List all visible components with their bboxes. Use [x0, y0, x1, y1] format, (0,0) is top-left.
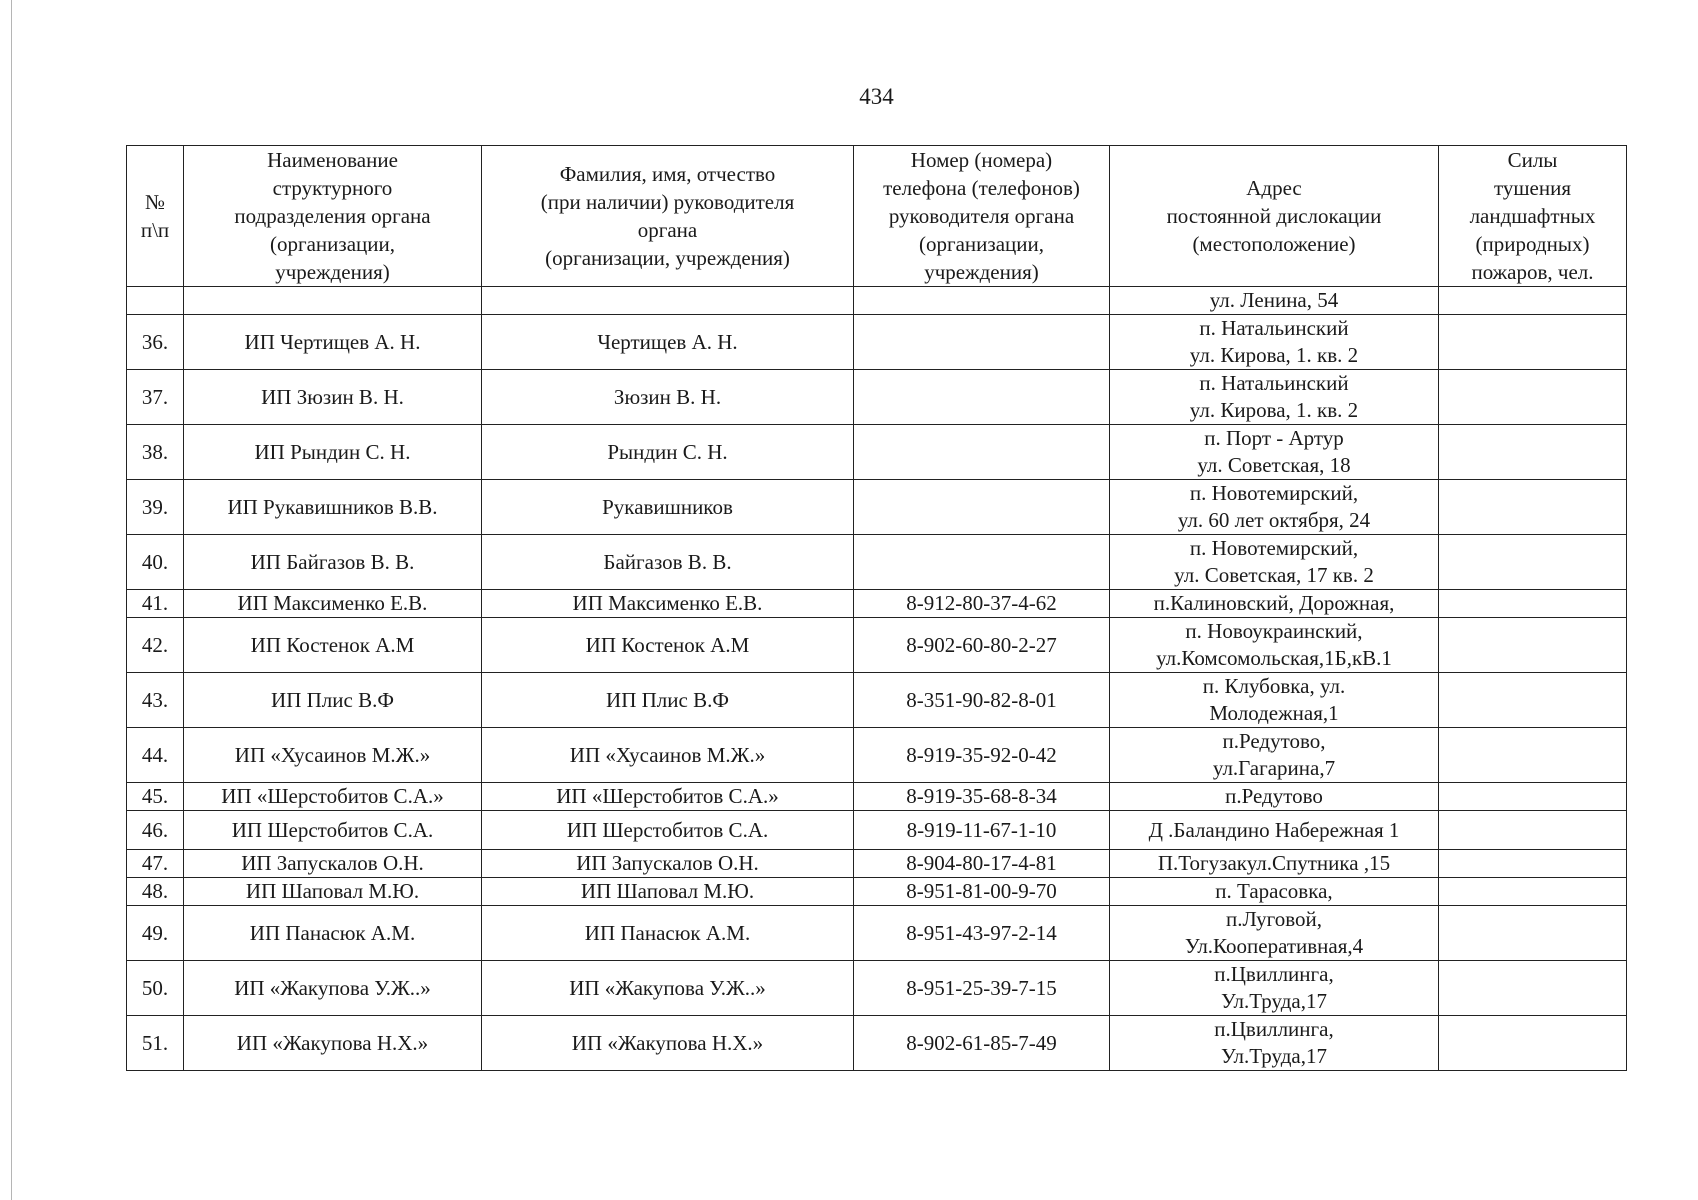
table-row — [127, 315, 1627, 370]
header-row — [127, 146, 1627, 287]
organizations-table — [126, 145, 1627, 1071]
cell-head-name: Байгазов В. В. — [482, 535, 854, 590]
cell-org-name: ИП Шаповал М.Ю. — [184, 878, 482, 906]
cell-forces — [1439, 850, 1627, 878]
cell-phone: 8-951-81-00-9-70 — [854, 878, 1110, 906]
cell-num: 41. — [127, 590, 184, 618]
cell-head-name: ИП Плис В.Ф — [482, 673, 854, 728]
cell-address: п.Цвиллинга, Ул.Труда,17 — [1110, 1016, 1439, 1071]
cell-head-name: ИП «Жакупова У.Ж..» — [482, 961, 854, 1016]
header-org-name: Наименование структурного подразделения органа (организации, учреждения) — [184, 146, 482, 287]
table-row — [127, 673, 1627, 728]
cell-phone: 8-951-25-39-7-15 — [854, 961, 1110, 1016]
cell-forces — [1439, 673, 1627, 728]
cell-head-name: ИП «Хусаинов М.Ж.» — [482, 728, 854, 783]
cell-forces — [1439, 287, 1627, 315]
cell-address: п.Редутово — [1110, 783, 1439, 811]
table-row — [127, 425, 1627, 480]
cell-num: 44. — [127, 728, 184, 783]
cell-phone — [854, 480, 1110, 535]
cell-phone: 8-902-61-85-7-49 — [854, 1016, 1110, 1071]
cell-address: п.Цвиллинга, Ул.Труда,17 — [1110, 961, 1439, 1016]
table-row — [127, 878, 1627, 906]
cell-forces — [1439, 590, 1627, 618]
cell-phone: 8-919-11-67-1-10 — [854, 811, 1110, 850]
cell-phone: 8-902-60-80-2-27 — [854, 618, 1110, 673]
table-row — [127, 811, 1627, 850]
cell-phone: 8-919-35-92-0-42 — [854, 728, 1110, 783]
cell-head-name: Рукавишников — [482, 480, 854, 535]
cell-org-name: ИП «Жакупова У.Ж..» — [184, 961, 482, 1016]
cell-num: 42. — [127, 618, 184, 673]
cell-head-name: ИП Панасюк А.М. — [482, 906, 854, 961]
cell-address: п. Новоукраинский, ул.Комсомольская,1Б,кВ.1 — [1110, 618, 1439, 673]
cell-org-name: ИП Панасюк А.М. — [184, 906, 482, 961]
header-forces: Силы тушения ландшафтных (природных) пожаров, чел. — [1439, 146, 1627, 287]
cell-num: 47. — [127, 850, 184, 878]
cell-num — [127, 287, 184, 315]
cell-address: п. Тарасовка, — [1110, 878, 1439, 906]
cell-head-name: ИП Шерстобитов С.А. — [482, 811, 854, 850]
cell-head-name: ИП Запускалов О.Н. — [482, 850, 854, 878]
table-row — [127, 783, 1627, 811]
cell-num: 39. — [127, 480, 184, 535]
cell-head-name: ИП Костенок А.М — [482, 618, 854, 673]
cell-phone: 8-919-35-68-8-34 — [854, 783, 1110, 811]
cell-head-name: Рындин С. Н. — [482, 425, 854, 480]
cell-num: 36. — [127, 315, 184, 370]
header-address: Адрес постоянной дислокации (местоположение) — [1110, 146, 1439, 287]
cell-phone — [854, 287, 1110, 315]
cell-phone: 8-904-80-17-4-81 — [854, 850, 1110, 878]
cell-forces — [1439, 961, 1627, 1016]
cell-org-name: ИП Запускалов О.Н. — [184, 850, 482, 878]
cell-address: п. Новотемирский, ул. Советская, 17 кв. 2 — [1110, 535, 1439, 590]
cell-org-name: ИП Байгазов В. В. — [184, 535, 482, 590]
cell-head-name: ИП «Шерстобитов С.А.» — [482, 783, 854, 811]
cell-forces — [1439, 425, 1627, 480]
table-row — [127, 1016, 1627, 1071]
cell-address: п.Калиновский, Дорожная, — [1110, 590, 1439, 618]
cell-head-name: Зюзин В. Н. — [482, 370, 854, 425]
cell-phone: 8-351-90-82-8-01 — [854, 673, 1110, 728]
table-body — [127, 287, 1627, 1071]
cell-forces — [1439, 618, 1627, 673]
cell-org-name — [184, 287, 482, 315]
cell-num: 46. — [127, 811, 184, 850]
table-row — [127, 618, 1627, 673]
cell-head-name — [482, 287, 854, 315]
cell-phone — [854, 315, 1110, 370]
table-row — [127, 906, 1627, 961]
cell-head-name: ИП Максименко Е.В. — [482, 590, 854, 618]
cell-org-name: ИП Чертищев А. Н. — [184, 315, 482, 370]
cell-forces — [1439, 728, 1627, 783]
cell-forces — [1439, 906, 1627, 961]
cell-forces — [1439, 1016, 1627, 1071]
page-number: 434 — [859, 84, 894, 109]
cell-forces — [1439, 480, 1627, 535]
cell-num: 49. — [127, 906, 184, 961]
cell-address: п. Новотемирский, ул. 60 лет октября, 24 — [1110, 480, 1439, 535]
cell-forces — [1439, 370, 1627, 425]
cell-num: 43. — [127, 673, 184, 728]
cell-phone — [854, 425, 1110, 480]
cell-address: п.Редутово, ул.Гагарина,7 — [1110, 728, 1439, 783]
cell-address: п.Луговой, Ул.Кооперативная,4 — [1110, 906, 1439, 961]
header-phone: Номер (номера) телефона (телефонов) руководителя органа (организации, учреждения) — [854, 146, 1110, 287]
cell-org-name: ИП «Шерстобитов С.А.» — [184, 783, 482, 811]
cell-num: 51. — [127, 1016, 184, 1071]
cell-address: Д .Баландино Набережная 1 — [1110, 811, 1439, 850]
header-head-name: Фамилия, имя, отчество (при наличии) руководителя органа (организации, учреждения) — [482, 146, 854, 287]
cell-org-name: ИП Зюзин В. Н. — [184, 370, 482, 425]
cell-address: ул. Ленина, 54 — [1110, 287, 1439, 315]
cell-org-name: ИП Костенок А.М — [184, 618, 482, 673]
cell-num: 45. — [127, 783, 184, 811]
scan-margin-line — [11, 0, 12, 1200]
cell-num: 40. — [127, 535, 184, 590]
cell-forces — [1439, 811, 1627, 850]
table-row — [127, 480, 1627, 535]
table-row — [127, 961, 1627, 1016]
cell-org-name: ИП Рукавишников В.В. — [184, 480, 482, 535]
table-row — [127, 590, 1627, 618]
cell-address: п. Натальинский ул. Кирова, 1. кв. 2 — [1110, 370, 1439, 425]
table-row — [127, 287, 1627, 315]
cell-org-name: ИП Рындин С. Н. — [184, 425, 482, 480]
table-row — [127, 370, 1627, 425]
cell-num: 38. — [127, 425, 184, 480]
cell-org-name: ИП «Хусаинов М.Ж.» — [184, 728, 482, 783]
header-num: № п\п — [127, 146, 184, 287]
cell-phone — [854, 535, 1110, 590]
cell-forces — [1439, 315, 1627, 370]
cell-phone: 8-912-80-37-4-62 — [854, 590, 1110, 618]
cell-head-name: Чертищев А. Н. — [482, 315, 854, 370]
cell-num: 37. — [127, 370, 184, 425]
table-row — [127, 850, 1627, 878]
cell-address: п. Порт - Артур ул. Советская, 18 — [1110, 425, 1439, 480]
cell-forces — [1439, 535, 1627, 590]
cell-org-name: ИП «Жакупова Н.Х.» — [184, 1016, 482, 1071]
cell-address: П.Тогузакул.Спутника ,15 — [1110, 850, 1439, 878]
cell-org-name: ИП Плис В.Ф — [184, 673, 482, 728]
table-row — [127, 728, 1627, 783]
cell-head-name: ИП «Жакупова Н.Х.» — [482, 1016, 854, 1071]
cell-num: 48. — [127, 878, 184, 906]
cell-address: п. Натальинский ул. Кирова, 1. кв. 2 — [1110, 315, 1439, 370]
cell-org-name: ИП Максименко Е.В. — [184, 590, 482, 618]
cell-address: п. Клубовка, ул. Молодежная,1 — [1110, 673, 1439, 728]
cell-forces — [1439, 878, 1627, 906]
table-row — [127, 535, 1627, 590]
cell-phone — [854, 370, 1110, 425]
cell-org-name: ИП Шерстобитов С.А. — [184, 811, 482, 850]
cell-phone: 8-951-43-97-2-14 — [854, 906, 1110, 961]
cell-forces — [1439, 783, 1627, 811]
cell-head-name: ИП Шаповал М.Ю. — [482, 878, 854, 906]
cell-num: 50. — [127, 961, 184, 1016]
